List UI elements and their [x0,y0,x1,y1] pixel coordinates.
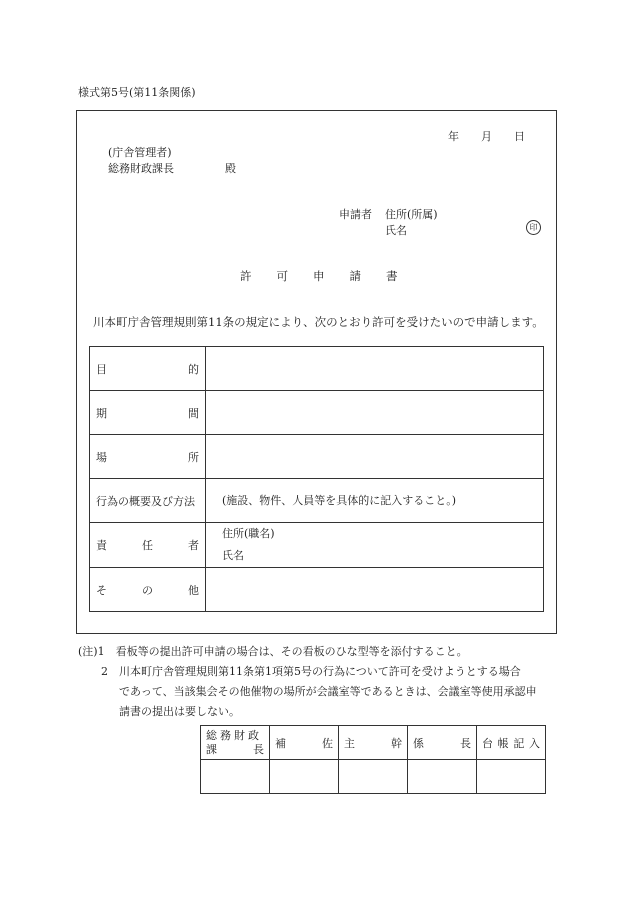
note-2-line-3: 請書の提出は要しない。 [119,705,240,718]
row-place [90,435,544,479]
approval-ledger-char-1: 台 [482,736,493,750]
note-2-line-1: 2 川本町庁舎管理規則第11条第1項第5号の行為について許可を受けようとする場合 [101,665,521,678]
label-text-purpose [96,361,199,377]
approval-header-section-head [408,726,477,760]
note-1: (注)1 看板等の提出許可申請の場合は、その看板のひな型等を添付すること。 [78,645,468,658]
value-purpose[interactable] [206,347,544,391]
label-text-place [96,449,199,465]
label-purpose [90,347,206,391]
applicant-address-label: 住所(所属) [385,208,438,221]
row-responsible-person [90,523,544,568]
approval-section-char-2: 長 [460,736,471,750]
label-char: 責 [96,539,107,552]
approval-header-chief [339,726,408,760]
approval-ledger-char-3: 記 [513,736,525,750]
label-char: そ [96,583,107,597]
label-period [90,391,206,435]
row-period [90,391,544,435]
approval-director-top: 総務財政 [206,728,262,742]
label-responsible-person [90,523,206,568]
recipient-honorific: 殿 [225,162,236,175]
applicant-label: 申請者 [339,208,372,221]
approval-director-bottom-b: 長 [253,742,264,756]
label-char: 場 [96,450,107,464]
label-place [90,435,206,479]
approval-header-director [201,726,270,760]
application-table [89,346,544,612]
approval-stamp-assistant[interactable] [270,760,339,794]
approval-stamp-section-head[interactable] [408,760,477,794]
day-label: 日 [514,130,525,143]
value-other[interactable] [206,568,544,612]
year-label: 年 [448,130,459,143]
approval-section-char-1: 係 [413,736,424,750]
month-label: 月 [481,130,492,143]
label-char: 所 [188,450,199,464]
approval-header-assistant [270,726,339,760]
row-purpose [90,347,544,391]
approval-ledger-char-4: 入 [528,736,540,750]
form-number-label: 様式第5号(第11条関係) [78,86,196,99]
approval-header-ledger [477,726,546,760]
value-period[interactable] [206,391,544,435]
value-activity-method[interactable] [206,479,544,523]
value-responsible-person[interactable] [206,523,544,568]
seal-icon: 印 [526,220,541,235]
label-char: 行為の概要及び方法 [96,494,195,508]
value-line: 氏名 [222,549,244,562]
label-text-responsible-person [96,537,199,553]
approval-ledger-char-2: 帳 [497,736,509,750]
document-title: 許可申請書 [240,269,423,283]
label-char: 的 [188,362,199,376]
label-activity-method [90,479,206,523]
label-char: の [142,583,153,597]
label-text-other [96,582,199,598]
recipient-org: (庁舎管理者) [108,146,172,159]
approval-stamp-ledger[interactable] [477,760,546,794]
label-char: 者 [188,539,199,552]
approval-chief-char-2: 幹 [391,736,402,750]
row-other [90,568,544,612]
note-2-line-2: であって、当該集会その他催物の場所が会議室等であるときは、会議室等使用承認申 [119,685,537,698]
recipient-title: 総務財政課長 [108,162,174,175]
approval-chief-char-1: 主 [344,736,355,750]
approval-stamp-chief[interactable] [339,760,408,794]
application-statement: 川本町庁舎管理規則第11条の規定により、次のとおり許可を受けたいので申請します。 [93,315,544,329]
approval-assistant-char-2: 佐 [322,736,333,750]
label-char: 他 [188,583,199,597]
label-text-activity-method [96,493,199,509]
approval-assistant-char-1: 補 [275,736,286,750]
value-place[interactable] [206,435,544,479]
value-line: 住所(職名) [222,527,275,540]
date-line [448,128,525,144]
row-activity-method [90,479,544,523]
approval-stamp-table [200,725,546,794]
approval-stamp-director[interactable] [201,760,270,794]
label-char: 目 [96,362,107,376]
applicant-name-label: 氏名 [385,224,407,237]
label-char: 任 [142,539,153,552]
label-text-period [96,405,199,421]
label-char: 期 [96,406,107,420]
label-other [90,568,206,612]
value-line: (施設、物件、人員等を具体的に記入すること。) [222,493,457,507]
label-char: 間 [188,406,199,420]
approval-director-bottom-a: 課 [206,742,217,756]
